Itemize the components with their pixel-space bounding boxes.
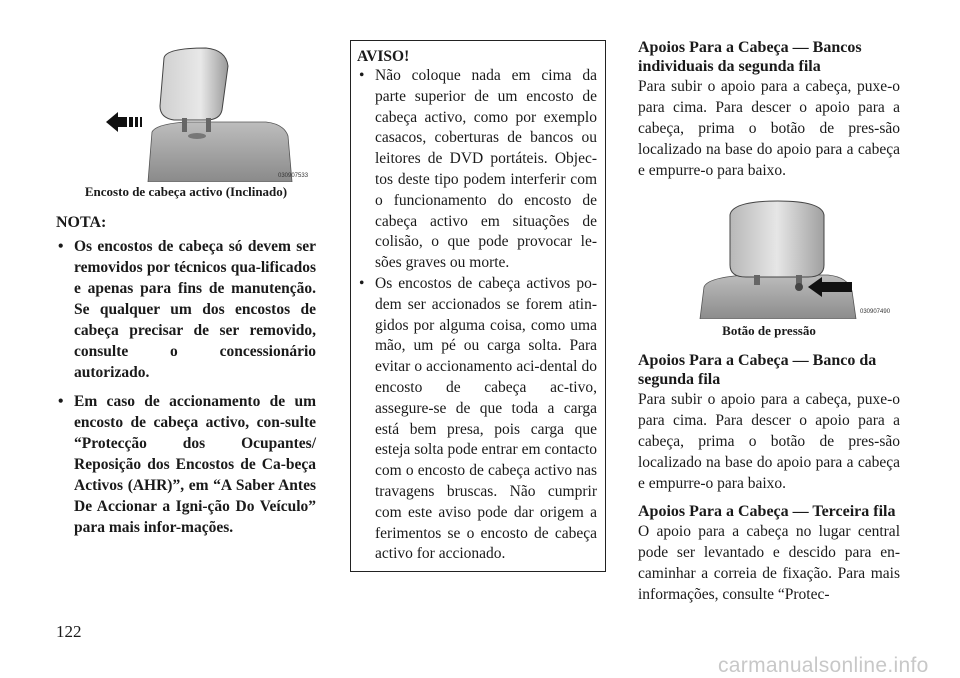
section-heading: Apoios Para a Cabeça — Banco da segunda fila	[638, 352, 877, 388]
figure-code: 030907490	[860, 309, 891, 315]
bullet-icon: •	[359, 67, 365, 84]
right-column	[638, 38, 900, 613]
section-heading: Apoios Para a Cabeça — Bancos individuais da segunda fila	[638, 39, 862, 75]
warning-list	[357, 66, 597, 565]
list-item: • Não coloque nada em cima da parte superior de um encosto de cabeça activo, como por exemplo casacos, coberturas de bancos ou leitores de DVD portáteis. Objec-tos deste tipo podem interferir com o funcionamento do encosto de cabeça activo em situações de colisão, o que pode provocar le-sões graves ou morte.	[359, 67, 597, 272]
direction-arrow-left-icon	[106, 112, 142, 132]
headrest-push-button-illustration	[638, 191, 900, 319]
page-number: 122	[56, 622, 82, 641]
section-heading: Apoios Para a Cabeça — Terceira fila	[638, 503, 896, 520]
push-button-figure	[638, 191, 900, 339]
figure-code: 030907533	[278, 173, 309, 179]
headrest-tilted-illustration	[56, 40, 316, 182]
figure-caption: Botão de pressão	[722, 323, 816, 338]
list-item: • Em caso de accionamento de um encosto de cabeça activo, con-sulte “Protecção dos Ocupantes/ Reposição dos Encostos de Ca-beça Activos (AHR)”, em “A Saber Antes De Accionar a Igni-ção Do Veículo” para mais infor-mações.	[58, 393, 316, 536]
list-item: • Os encostos de cabeça activos po-dem ser accionados se forem atin-gidos por alguma coisa, como uma mão, um pé ou carga solta. Para evitar o accionamento aci-dental do encosto de cabeça ac-tivo, assegure-se de que toda a carga está bem presa, pois carga que esteja solta pode entrar em contacto com o encosto de cabeça activo nas travagens bruscas. Não cumprir com este aviso pode dar origem a ferimentos se o encosto de cabeça activo for accionado.	[359, 274, 597, 563]
headrest-tilted-figure	[56, 40, 316, 200]
figure-caption: Encosto de cabeça activo (Inclinado)	[84, 184, 288, 199]
nota-heading: NOTA:	[56, 214, 107, 231]
bullet-icon: •	[58, 393, 64, 410]
warning-title: AVISO!	[357, 48, 410, 65]
list-item: • Os encostos de cabeça só devem ser removidos por técnicos qua-lificados e apenas para fins de manutenção. Se qualquer um dos encostos de cabeça precisar de ser removido, consulte o concessionário autorizado.	[58, 238, 316, 381]
middle-column	[350, 40, 606, 572]
section-body: O apoio para a cabeça no lugar central pode ser levantado e descido para en-caminhar a correia de fixação. Para mais informações, consulte “Protec-	[638, 523, 900, 603]
watermark: carmanualsonline.info	[718, 654, 929, 677]
nota-list	[56, 236, 316, 538]
bullet-icon: •	[58, 238, 64, 255]
left-column	[56, 40, 316, 546]
bullet-icon: •	[359, 274, 365, 292]
section-body: Para subir o apoio para a cabeça, puxe-o para cima. Para descer o apoio para a cabeça, prima o botão de pres-são localizado na base do apoio para a cabeça e empurre-o para baixo.	[638, 391, 900, 492]
warning-box	[350, 40, 606, 572]
section-body: Para subir o apoio para a cabeça, puxe-o para cima. Para descer o apoio para a cabeça, prima o botão de pres-são localizado na base do apoio para a cabeça e empurre-o para baixo.	[638, 78, 900, 179]
